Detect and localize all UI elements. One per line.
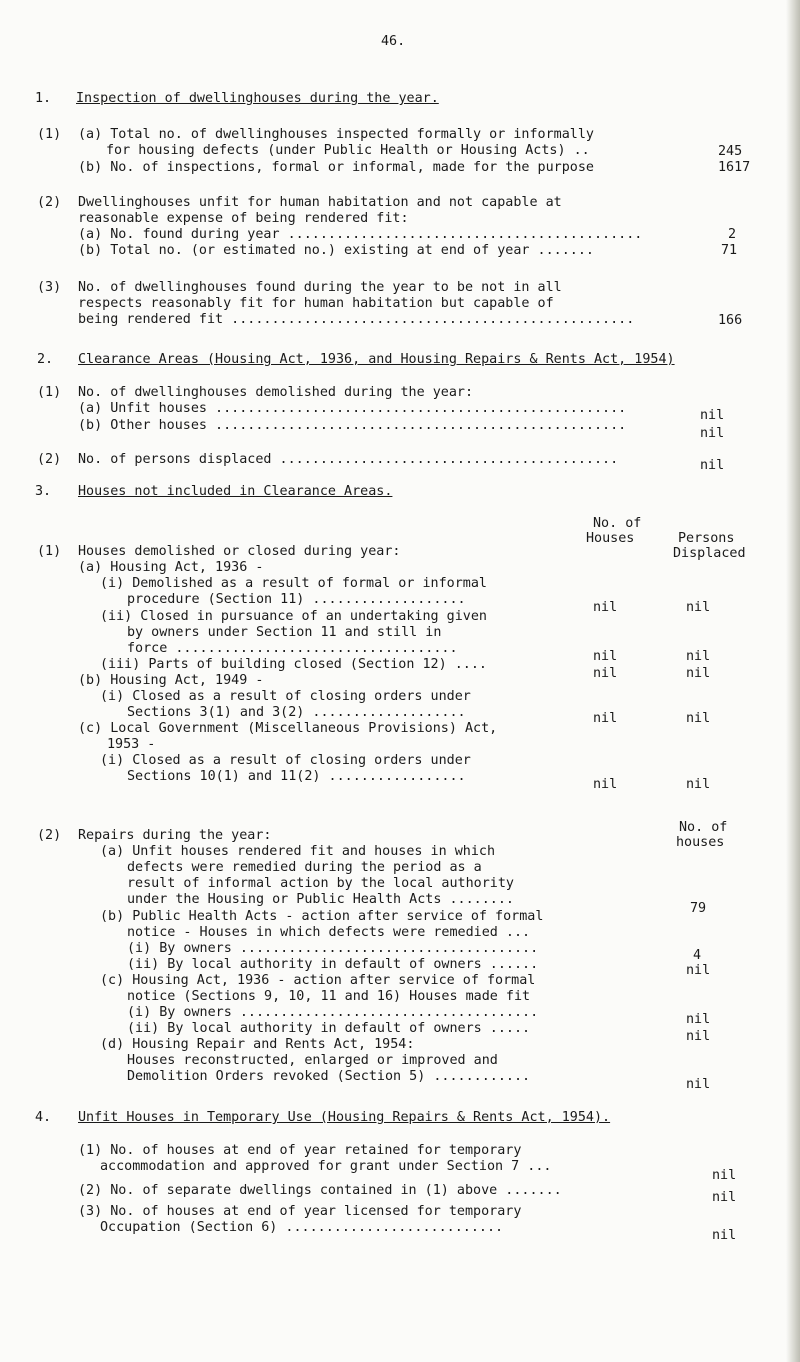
item-1-1a-line1: (a) Total no. of dwellinghouses inspected formally or informally	[78, 127, 594, 142]
item-4-1-line1: (1) No. of houses at end of year retained for temporary	[78, 1143, 522, 1158]
page-number: 46.	[381, 34, 406, 49]
item-3-1a-iii-text: (iii) Parts of building closed (Section 12) ....	[100, 657, 487, 672]
item-2-2-value: nil	[700, 458, 725, 473]
item-1-1b-text: (b) No. of inspections, formal or informal, made for the purpose	[78, 160, 594, 175]
item-1-2b-text: (b) Total no. (or estimated no.) existing at end of year .......	[78, 243, 594, 258]
item-1-1a-line2: for housing defects (under Public Health or Housing Acts) ..	[106, 143, 590, 158]
item-3-1c-line2: 1953 -	[107, 737, 156, 752]
section-1-number: 1.	[35, 91, 52, 106]
item-4-3-line1: (3) No. of houses at end of year licensed for temporary	[78, 1204, 522, 1219]
item-3-2d-line1: (d) Housing Repair and Rents Act, 1954:	[100, 1037, 415, 1052]
col-no-of-houses-1: No. of	[679, 820, 728, 835]
item-3-1b-heading: (b) Housing Act, 1949 -	[78, 673, 264, 688]
col-persons-header-2: Displaced	[673, 546, 746, 561]
item-3-1b-i-houses: nil	[593, 711, 618, 726]
item-1-3-line2: respects reasonably fit for human habitation but capable of	[78, 296, 554, 311]
item-3-1a-iii-persons: nil	[686, 666, 711, 681]
item-1-2-line2: reasonable expense of being rendered fit:	[78, 211, 409, 226]
item-1-1a-value: 245	[718, 144, 743, 159]
item-3-2c-ii-text: (ii) By local authority in default of owners .....	[127, 1021, 531, 1036]
scan-edge-shadow	[786, 0, 800, 1362]
section-2-number: 2.	[37, 352, 54, 367]
item-3-1a-iii-houses: nil	[593, 666, 618, 681]
item-1-1-number: (1)	[37, 127, 62, 142]
item-3-1-number: (1)	[37, 544, 62, 559]
item-3-2a-line1: (a) Unfit houses rendered fit and houses in which	[100, 844, 496, 859]
item-2-1b-text: (b) Other houses ...................................................	[78, 418, 627, 433]
item-3-2c-ii-value: nil	[686, 1029, 711, 1044]
item-3-1-line1: Houses demolished or closed during year:	[78, 544, 401, 559]
item-1-2-line1: Dwellinghouses unfit for human habitation and not capable at	[78, 195, 562, 210]
item-3-2b-line2: notice - Houses in which defects were remedied ...	[127, 925, 531, 940]
col-no-of-houses-2: houses	[676, 835, 725, 850]
item-3-2d-line2: Houses reconstructed, enlarged or improved and	[127, 1053, 498, 1068]
item-3-1a-ii-line3: force ...................................	[127, 641, 458, 656]
item-3-1c-line1: (c) Local Government (Miscellaneous Provisions) Act,	[78, 721, 498, 736]
item-3-1a-ii-houses: nil	[593, 649, 618, 664]
item-3-2a-line3: result of informal action by the local authority	[127, 876, 514, 891]
item-3-2c-line1: (c) Housing Act, 1936 - action after service of formal	[100, 973, 536, 988]
item-3-1a-ii-persons: nil	[686, 649, 711, 664]
item-3-1a-i-persons: nil	[686, 600, 711, 615]
section-1-heading: Inspection of dwellinghouses during the year.	[76, 91, 439, 106]
item-3-2a-line2: defects were remedied during the period as a	[127, 860, 482, 875]
item-3-1b-i-persons: nil	[686, 711, 711, 726]
item-3-1a-i-line2: procedure (Section 11) ...................	[127, 592, 466, 607]
item-1-2a-text: (a) No. found during year ............................................	[78, 227, 643, 242]
item-1-2b-value: 71	[721, 243, 738, 258]
item-1-3-line1: No. of dwellinghouses found during the year to be not in all	[78, 280, 562, 295]
item-3-1a-heading: (a) Housing Act, 1936 -	[78, 560, 264, 575]
item-3-2-line1: Repairs during the year:	[78, 828, 272, 843]
item-4-3-value: nil	[712, 1228, 737, 1243]
item-3-1a-ii-line2: by owners under Section 11 and still in	[127, 625, 442, 640]
item-3-1a-ii-line1: (ii) Closed in pursuance of an undertaking given	[100, 609, 487, 624]
item-3-1a-i-houses: nil	[593, 600, 618, 615]
item-3-1b-i-line2: Sections 3(1) and 3(2) ...................	[127, 705, 466, 720]
item-3-2d-value: nil	[686, 1077, 711, 1092]
item-3-1b-i-line1: (i) Closed as a result of closing orders under	[100, 689, 471, 704]
section-4-heading: Unfit Houses in Temporary Use (Housing Repairs & Rents Act, 1954).	[78, 1110, 611, 1125]
item-3-1c-i-houses: nil	[593, 777, 618, 792]
item-4-2-value: nil	[712, 1190, 737, 1205]
item-3-2b-ii-text: (ii) By local authority in default of owners ......	[127, 957, 539, 972]
item-1-2-number: (2)	[37, 195, 62, 210]
item-3-2b-ii-value: nil	[686, 963, 711, 978]
item-3-2a-value: 79	[690, 901, 707, 916]
item-4-3-line2: Occupation (Section 6) ...........................	[100, 1220, 504, 1235]
section-4-number: 4.	[35, 1110, 52, 1125]
item-3-1c-i-persons: nil	[686, 777, 711, 792]
item-3-2b-i-value: 4	[693, 948, 702, 963]
item-3-1c-i-line2: Sections 10(1) and 11(2) .................	[127, 769, 466, 784]
item-2-1b-value: nil	[700, 426, 725, 441]
item-4-1-line2: accommodation and approved for grant under Section 7 ...	[100, 1159, 552, 1174]
item-1-1b-value: 1617	[718, 160, 751, 175]
item-1-3-line3: being rendered fit ..................................................	[78, 312, 635, 327]
item-2-1a-text: (a) Unfit houses ...................................................	[78, 401, 627, 416]
item-2-1-line1: No. of dwellinghouses demolished during the year:	[78, 385, 474, 400]
item-3-2c-i-value: nil	[686, 1012, 711, 1027]
section-3-heading: Houses not included in Clearance Areas.	[78, 484, 393, 499]
item-3-1c-i-line1: (i) Closed as a result of closing orders under	[100, 753, 471, 768]
item-3-2b-i-text: (i) By owners .....................................	[127, 941, 539, 956]
item-2-1a-value: nil	[700, 408, 725, 423]
section-3-number: 3.	[35, 484, 52, 499]
item-2-1-number: (1)	[37, 385, 62, 400]
item-4-1-value: nil	[712, 1168, 737, 1183]
item-1-3-value: 166	[718, 313, 743, 328]
item-1-2a-value: 2	[728, 227, 737, 242]
item-4-2-text: (2) No. of separate dwellings contained in (1) above .......	[78, 1183, 562, 1198]
item-3-2-number: (2)	[37, 828, 62, 843]
item-3-1a-i-line1: (i) Demolished as a result of formal or informal	[100, 576, 487, 591]
item-3-2a-line4: under the Housing or Public Health Acts ........	[127, 892, 514, 907]
item-1-3-number: (3)	[37, 280, 62, 295]
col-persons-header-1: Persons	[678, 531, 735, 546]
col-houses-header-2: Houses	[586, 531, 635, 546]
col-houses-header-1: No. of	[593, 516, 642, 531]
item-2-2-number: (2)	[37, 452, 62, 467]
item-3-2b-line1: (b) Public Health Acts - action after service of formal	[100, 909, 544, 924]
item-3-2c-i-text: (i) By owners .....................................	[127, 1005, 539, 1020]
item-2-2-text: No. of persons displaced ..........................................	[78, 452, 619, 467]
item-3-2c-line2: notice (Sections 9, 10, 11 and 16) Houses made fit	[127, 989, 531, 1004]
item-3-2d-line3: Demolition Orders revoked (Section 5) ............	[127, 1069, 531, 1084]
section-2-heading: Clearance Areas (Housing Act, 1936, and Housing Repairs & Rents Act, 1954)	[78, 352, 675, 367]
